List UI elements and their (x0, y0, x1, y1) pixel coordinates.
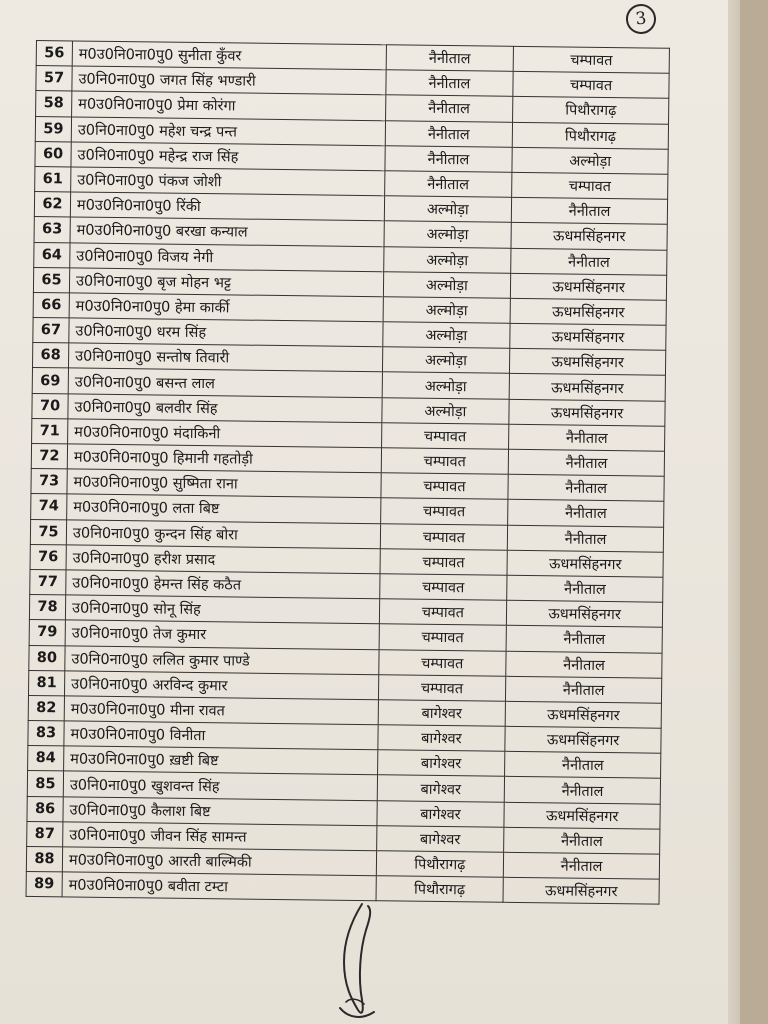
from-district-cell: पिथौरागढ़ (376, 851, 504, 878)
officer-name-cell: म0उ0नि0ना0पु0 बरखा कन्याल (70, 217, 384, 246)
to-district-cell: नैनीताल (504, 777, 660, 804)
from-district-cell: नैनीताल (385, 95, 513, 122)
serial-number-cell: 71 (32, 418, 68, 444)
officer-name-cell: उ0नि0ना0पु0 हेमन्त सिंह कठैत (66, 570, 380, 599)
to-district-cell: ऊधमसिंहनगर (504, 802, 660, 829)
serial-number-cell: 59 (35, 116, 71, 142)
to-district-cell: नैनीताल (512, 197, 668, 224)
to-district-cell: नैनीताल (504, 827, 660, 854)
from-district-cell: अल्मोड़ा (382, 322, 510, 349)
to-district-cell: ऊधमसिंहनगर (503, 877, 659, 904)
to-district-cell: नैनीताल (508, 525, 664, 552)
to-district-cell: नैनीताल (511, 248, 667, 275)
officer-name-cell: उ0नि0ना0पु0 जीवन सिंह सामन्त (63, 822, 377, 851)
to-district-cell: ऊधमसिंहनगर (507, 550, 663, 577)
to-district-cell: नैनीताल (506, 626, 662, 653)
serial-number-cell: 81 (28, 670, 64, 696)
serial-number-cell: 78 (29, 595, 65, 621)
officer-name-cell: म0उ0नि0ना0पु0 हेमा कार्की (69, 293, 383, 322)
officer-name-cell: उ0नि0ना0पु0 पंकज जोशी (71, 167, 385, 196)
from-district-cell: चम्पावत (380, 498, 508, 525)
officer-name-cell: म0उ0नि0ना0पु0 रिंकी (70, 192, 384, 221)
from-district-cell: बागेश्वर (377, 725, 505, 752)
serial-number-cell: 68 (32, 343, 68, 369)
to-district-cell: ऊधमसिंहनगर (510, 298, 666, 325)
serial-number-cell: 66 (33, 292, 69, 318)
from-district-cell: अल्मोड़ा (384, 196, 512, 223)
serial-number-cell: 56 (36, 41, 72, 67)
to-district-cell: नैनीताल (506, 651, 662, 678)
officer-name-cell: उ0नि0ना0पु0 तेज कुमार (65, 620, 379, 649)
from-district-cell: चम्पावत (379, 624, 507, 651)
from-district-cell: चम्पावत (378, 649, 506, 676)
serial-number-cell: 57 (36, 66, 72, 92)
officer-name-cell: उ0नि0ना0पु0 कैलाश बिष्ट (63, 797, 377, 826)
from-district-cell: चम्पावत (379, 599, 507, 626)
officer-name-cell: उ0नि0ना0पु0 जगत सिंह भण्डारी (72, 66, 386, 95)
to-district-cell: ऊधमसिंहनगर (511, 273, 667, 300)
from-district-cell: पिथौरागढ़ (376, 876, 504, 903)
to-district-cell: ऊधमसिंहनगर (510, 349, 666, 376)
to-district-cell: नैनीताल (505, 752, 661, 779)
serial-number-cell: 60 (35, 141, 71, 167)
officer-name-cell: उ0नि0ना0पु0 विजय नेगी (70, 242, 384, 271)
serial-number-cell: 80 (29, 645, 65, 671)
officer-name-cell: म0उ0नि0ना0पु0 प्रेमा कोरंगा (72, 91, 386, 120)
from-district-cell: चम्पावत (380, 548, 508, 575)
from-district-cell: बागेश्वर (377, 775, 505, 802)
to-district-cell: नैनीताल (509, 424, 665, 451)
from-district-cell: अल्मोड़ा (382, 372, 510, 399)
to-district-cell: चम्पावत (513, 46, 669, 73)
to-district-cell: नैनीताल (507, 575, 663, 602)
officer-name-cell: उ0नि0ना0पु0 हरीश प्रसाद (66, 545, 380, 574)
serial-number-cell: 58 (36, 91, 72, 117)
from-district-cell: चम्पावत (378, 674, 506, 701)
from-district-cell: बागेश्वर (376, 826, 504, 853)
to-district-cell: ऊधमसिंहनगर (509, 399, 665, 426)
officer-name-cell: उ0नि0ना0पु0 बलवीर सिंह (68, 394, 382, 423)
serial-number-cell: 86 (27, 796, 63, 822)
serial-number-cell: 63 (34, 217, 70, 243)
from-district-cell: अल्मोड़ा (384, 221, 512, 248)
to-district-cell: अल्मोड़ा (512, 147, 668, 174)
officer-name-cell: उ0नि0ना0पु0 सन्तोष तिवारी (68, 343, 382, 372)
officer-name-cell: उ0नि0ना0पु0 महेन्द्र राज सिंह (71, 142, 385, 171)
officer-name-cell: उ0नि0ना0पु0 अरविन्द कुमार (64, 671, 378, 700)
to-district-cell: नैनीताल (506, 676, 662, 703)
serial-number-cell: 76 (30, 544, 66, 570)
serial-number-cell: 85 (27, 771, 63, 797)
transfer-table (26, 40, 670, 905)
to-district-cell: पिथौरागढ़ (513, 97, 669, 124)
serial-number-cell: 88 (26, 846, 62, 872)
serial-number-cell: 64 (34, 242, 70, 268)
officer-name-cell: उ0नि0ना0पु0 धरम सिंह (69, 318, 383, 347)
from-district-cell: अल्मोड़ा (383, 246, 511, 273)
officer-name-cell: म0उ0नि0ना0पु0 आरती बाल्मिकी (62, 847, 376, 876)
page-number: 3 (634, 8, 648, 30)
officer-name-cell: म0उ0नि0ना0पु0 लता बिष्ट (67, 494, 381, 523)
officer-name-cell: उ0नि0ना0पु0 बसन्त लाल (68, 368, 382, 397)
officer-name-cell: म0उ0नि0ना0पु0 सुनीता कुँवर (72, 41, 386, 70)
from-district-cell: बागेश्वर (376, 800, 504, 827)
serial-number-cell: 62 (34, 192, 70, 218)
serial-number-cell: 77 (30, 569, 66, 595)
to-district-cell: ऊधमसिंहनगर (509, 374, 665, 401)
serial-number-cell: 73 (31, 469, 67, 495)
serial-number-cell: 70 (32, 393, 68, 419)
from-district-cell: अल्मोड़ा (383, 297, 511, 324)
officer-name-cell: म0उ0नि0ना0पु0 हिमानी गहतोड़ी (67, 444, 381, 473)
from-district-cell: अल्मोड़ा (381, 397, 509, 424)
from-district-cell: चम्पावत (381, 423, 509, 450)
officer-name-cell: म0उ0नि0ना0पु0 ख़ष्टी बिष्ट (64, 746, 378, 775)
from-district-cell: अल्मोड़ा (383, 271, 511, 298)
page-edge (728, 0, 740, 1024)
from-district-cell: नैनीताल (385, 70, 513, 97)
to-district-cell: ऊधमसिंहनगर (505, 726, 661, 753)
officer-name-cell: म0उ0नि0ना0पु0 सुष्मिता राना (67, 469, 381, 498)
transfer-table-body (26, 41, 669, 905)
serial-number-cell: 75 (30, 519, 66, 545)
serial-number-cell: 67 (33, 318, 69, 344)
serial-number-cell: 84 (28, 746, 64, 772)
from-district-cell: चम्पावत (380, 473, 508, 500)
officer-name-cell: म0उ0नि0ना0पु0 विनीता (64, 721, 378, 750)
to-district-cell: ऊधमसिंहनगर (505, 701, 661, 728)
officer-name-cell: उ0नि0ना0पु0 खुशवन्त सिंह (63, 771, 377, 800)
serial-number-cell: 79 (29, 620, 65, 646)
serial-number-cell: 89 (26, 872, 62, 898)
from-district-cell: नैनीताल (386, 45, 514, 72)
officer-name-cell: उ0नि0ना0पु0 बृज मोहन भट्ट (69, 268, 383, 297)
serial-number-cell: 69 (32, 368, 68, 394)
serial-number-cell: 65 (33, 267, 69, 293)
officer-name-cell: उ0नि0ना0पु0 ललित कुमार पाण्डे (65, 645, 379, 674)
officer-name-cell: म0उ0नि0ना0पु0 बवीता टम्टा (62, 872, 376, 901)
officer-name-cell: म0उ0नि0ना0पु0 मीना रावत (64, 696, 378, 725)
from-district-cell: चम्पावत (381, 448, 509, 475)
from-district-cell: नैनीताल (384, 146, 512, 173)
officer-name-cell: म0उ0नि0ना0पु0 मंदाकिनी (68, 419, 382, 448)
to-district-cell: नैनीताल (508, 474, 664, 501)
officer-name-cell: उ0नि0ना0पु0 महेश चन्द्र पन्त (71, 117, 385, 146)
serial-number-cell: 74 (31, 494, 67, 520)
from-district-cell: नैनीताल (384, 171, 512, 198)
to-district-cell: ऊधमसिंहनगर (511, 223, 667, 250)
serial-number-cell: 61 (35, 166, 71, 192)
to-district-cell: चम्पावत (513, 72, 669, 99)
serial-number-cell: 82 (28, 695, 64, 721)
officer-name-cell: उ0नि0ना0पु0 कुन्दन सिंह बोरा (66, 519, 380, 548)
serial-number-cell: 72 (31, 443, 67, 469)
to-district-cell: पिथौरागढ़ (512, 122, 668, 149)
to-district-cell: चम्पावत (512, 172, 668, 199)
from-district-cell: चम्पावत (380, 523, 508, 550)
from-district-cell: चम्पावत (379, 574, 507, 601)
serial-number-cell: 83 (28, 721, 64, 747)
to-district-cell: ऊधमसिंहनगर (510, 323, 666, 350)
to-district-cell: ऊधमसिंहनगर (507, 600, 663, 627)
from-district-cell: बागेश्वर (377, 750, 505, 777)
from-district-cell: नैनीताल (385, 120, 513, 147)
to-district-cell: नैनीताल (508, 449, 664, 476)
officer-name-cell: उ0नि0ना0पु0 सोनू सिंह (65, 595, 379, 624)
from-district-cell: बागेश्वर (378, 700, 506, 727)
from-district-cell: अल्मोड़ा (382, 347, 510, 374)
to-district-cell: नैनीताल (508, 500, 664, 527)
to-district-cell: नैनीताल (504, 852, 660, 879)
serial-number-cell: 87 (27, 821, 63, 847)
